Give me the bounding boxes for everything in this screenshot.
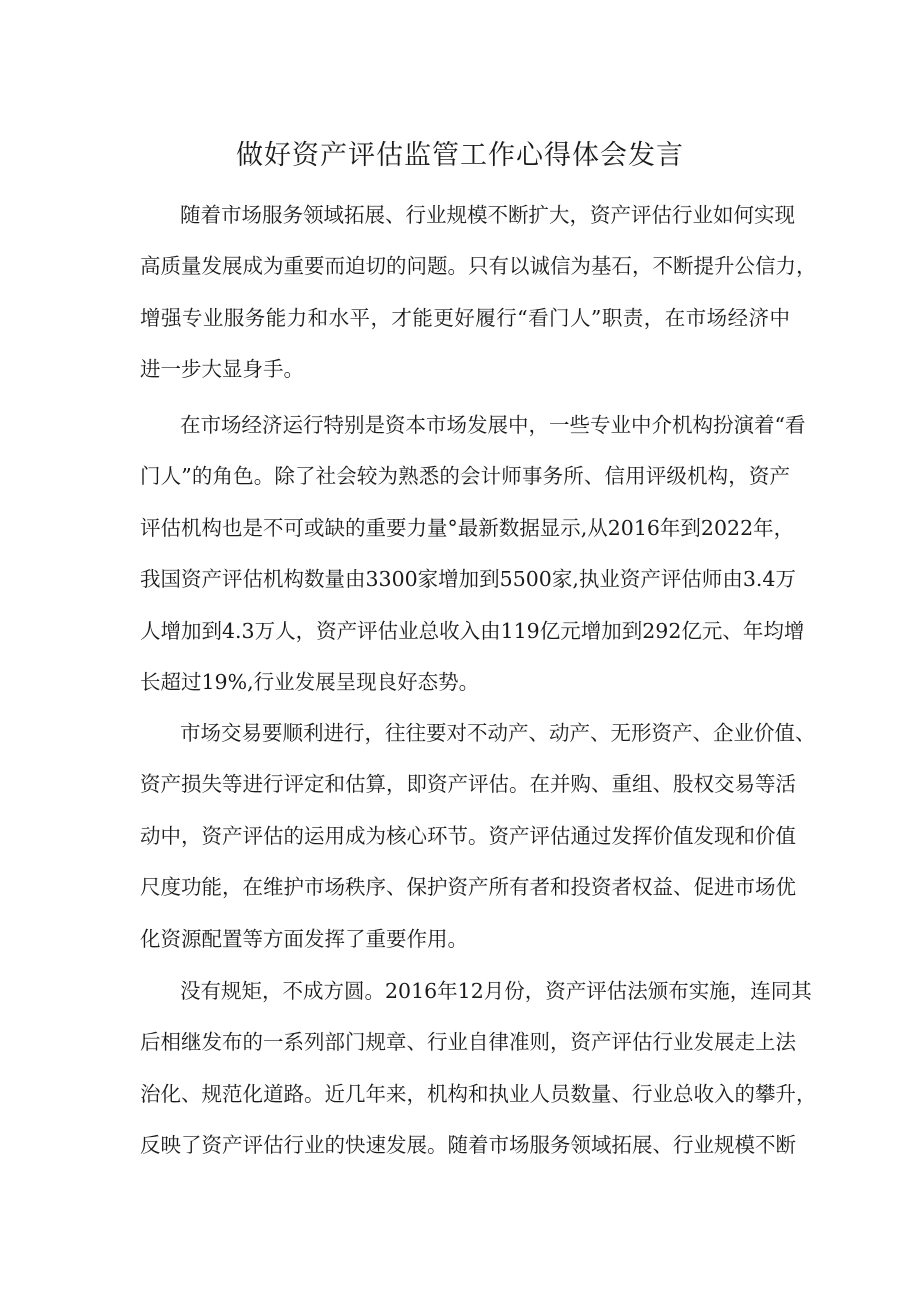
paragraph-line: 门人”的角色。除了社会较为熟悉的会计师事务所、信用评级机构，资产	[140, 464, 790, 489]
paragraph-line: 我国资产评估机构数量由3300家增加到5500家,执业资产评估师由3.4万	[140, 567, 796, 592]
paragraph-line: 进一步大显身手。	[140, 357, 304, 382]
paragraph-4	[140, 966, 817, 1172]
paragraph-3	[140, 708, 816, 965]
document-title: 做好资产评估监管工作心得体会发言	[236, 140, 684, 171]
paragraph-line: 评估机构也是不可或缺的重要力量°最新数据显示,从2016年到2022年，	[140, 515, 795, 540]
paragraph-line: 后相继发布的一系列部门规章、行业自律准则，资产评估行业发展走上法	[140, 1030, 796, 1055]
paragraph-line: 长超过19%,行业发展呈现良好态势。	[140, 669, 480, 694]
paragraph-1	[140, 190, 817, 396]
paragraph-line: 市场交易要顺利进行，往往要对不动产、动产、无形资产、企业价值、	[180, 721, 816, 745]
paragraph-line: 没有规矩，不成方圆。2016年12月份，资产评估法颁布实施，连同其	[180, 979, 812, 1003]
paragraph-line: 人增加到4.3万人，资产评估业总收入由119亿元增加到292亿元、年均增	[140, 618, 805, 643]
paragraph-line: 动中，资产评估的运用成为核心环节。资产评估通过发挥价值发现和价值	[140, 823, 796, 848]
paragraph-line: 尺度功能，在维护市场秩序、保护资产所有者和投资者权益、促进市场优	[140, 875, 796, 900]
paragraph-line: 化资源配置等方面发挥了重要作用。	[140, 926, 468, 951]
paragraph-line: 反映了资产评估行业的快速发展。随着市场服务领域拓展、行业规模不断	[140, 1133, 796, 1158]
paragraph-line: 在市场经济运行特别是资本市场发展中，一些专业中介机构扮演着“看	[180, 413, 806, 437]
paragraph-line: 高质量发展成为重要而迫切的问题。只有以诚信为基石，不断提升公信力，	[140, 254, 817, 279]
paragraph-line: 治化、规范化道路。近几年来，机构和执业人员数量、行业总收入的攀升，	[140, 1081, 817, 1106]
paragraph-2	[140, 400, 806, 708]
paragraph-line: 资产损失等进行评定和估算，即资产评估。在并购、重组、股权交易等活	[140, 772, 796, 797]
paragraph-line: 增强专业服务能力和水平，才能更好履行“看门人”职责，在市场经济中	[140, 305, 790, 330]
paragraph-line: 随着市场服务领域拓展、行业规模不断扩大，资产评估行业如何实现	[180, 203, 795, 227]
